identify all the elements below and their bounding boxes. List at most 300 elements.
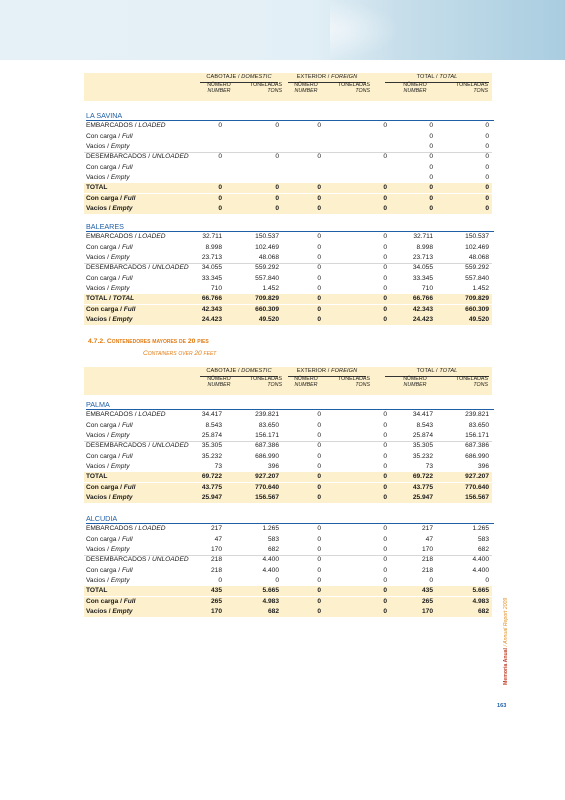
row-label: EMBARCADOS / LOADED [86,525,166,533]
page-number: 163 [497,703,507,709]
cell-value: 49.520 [468,315,489,323]
cell-value: 0 [429,153,433,161]
cell-value: 0 [383,493,387,501]
table-row [84,274,492,284]
table-row [84,152,492,162]
sidebar-subtitle: / Annual Report [503,610,509,647]
cell-value: 0 [383,597,387,605]
group-en: DOMESTIC [241,368,272,374]
cell-value: 0 [317,525,321,533]
cell-value: 687.386 [255,442,279,450]
cell-value: 0 [383,452,387,460]
cell-value: 8.998 [416,243,433,251]
row-label-en: Full [123,483,136,491]
block-title: BALEARES [86,222,124,231]
cell-value: 0 [383,432,387,439]
group-heading: TOTAL / TOTAL [385,368,489,377]
row-label-es: Con carga [86,305,119,313]
group-heading: EXTERIOR / FOREIGN [288,368,366,377]
cell-value: 42.343 [412,305,433,313]
row-label-en: Full [121,243,133,251]
cell-value: 709.829 [255,295,279,303]
cell-value: 0 [383,284,387,292]
subhead-en: NUMBER [207,382,231,389]
row-label-en: Empty [112,204,133,212]
cell-value: 0 [317,587,321,595]
cell-value: 682 [477,546,489,553]
row-label [86,183,107,193]
row-label-es: Vacios [86,546,106,553]
row-label-es: Vacios [86,432,106,439]
cell-value: 0 [429,204,433,212]
cell-value: 770.640 [465,483,489,491]
row-label-en: LOADED [138,122,166,130]
cell-value: 0 [485,143,489,150]
cell-value: 0 [485,163,489,171]
cell-value: 0 [218,184,222,192]
cell-value: 0 [429,173,433,181]
cell-value: 69.722 [412,473,433,481]
table-row [84,607,492,617]
cell-value: 0 [317,233,321,241]
cell-value: 435 [210,587,222,595]
cell-value: 687.386 [465,442,489,450]
cell-value: 0 [218,194,222,202]
row-label-en: Full [121,535,133,543]
row-label-es: Con carga [86,483,119,491]
row-label-es: Vacios [86,576,106,584]
cell-value: 0 [317,483,321,491]
cell-value: 710 [210,284,222,292]
cell-value: 710 [421,284,433,292]
cell-value: 34.417 [412,411,433,419]
cell-value: 42.343 [201,305,222,313]
cell-value: 559.292 [255,264,279,272]
row-label-es: Con carga [86,163,117,171]
subhead-en: TONS [355,382,370,389]
block-title: ALCUDIA [86,514,118,523]
cell-value: 217 [421,525,433,533]
row-label-en: Full [121,421,133,429]
table-row [84,410,492,420]
row-label-en: Empty [110,173,130,181]
cell-value: 25.947 [412,493,433,501]
table-row [84,121,492,131]
cell-value: 0 [383,233,387,241]
column-subheading [288,82,324,94]
sidebar-year: 2009 [503,597,509,610]
cell-value: 0 [317,546,321,553]
row-label-en: Empty [110,432,130,439]
cell-value: 0 [317,535,321,543]
subhead-es: NÚMERO [207,82,231,88]
row-label-en: Full [121,452,133,460]
subhead-en: NUMBER [403,88,427,95]
cell-value: 0 [317,295,321,303]
cell-value: 170 [210,546,222,553]
cell-value: 770.640 [255,483,279,491]
cell-value: 24.423 [201,315,222,323]
row-label-es: Vacíos [86,204,107,212]
column-subheading [232,82,282,94]
row-label: Vacios / Empty [86,462,130,470]
table-row [84,243,492,253]
cell-value: 0 [383,546,387,553]
cell-value: 8.543 [416,421,433,429]
cell-value: 218 [421,566,433,574]
cell-value: 25.874 [412,432,433,439]
cell-value: 0 [485,173,489,181]
subhead-es: TONELADAS [250,376,282,382]
row-label: DESEMBARCADOS / UNLOADED [86,264,189,272]
row-label [86,586,107,596]
cell-value: 0 [383,607,387,615]
row-label-es: Con carga [86,243,117,251]
cell-value: 583 [267,535,279,543]
cell-value: 156.171 [465,432,489,439]
row-label-es: Con carga [86,421,117,429]
cell-value: 170 [421,607,433,615]
cell-value: 0 [383,274,387,282]
cell-value: 0 [317,284,321,292]
cell-value: 0 [275,153,279,161]
row-label-en: Full [123,194,136,202]
cell-value: 49.520 [258,315,279,323]
cell-value: 0 [275,122,279,130]
row-label-es: DESEMBARCADOS [86,264,147,272]
block-title: PALMA [86,400,110,409]
table-row [84,566,492,576]
row-label-es: Con carga [86,566,117,574]
group-heading: CABOTAJE / DOMESTIC [200,74,278,83]
row-label-es: Con carga [86,535,117,543]
row-label-es: Vacios [86,462,106,470]
cell-value: 156.171 [255,432,279,439]
row-label-en: Empty [112,493,133,501]
table-row [84,315,492,325]
table-row [84,483,492,493]
table-row [84,535,492,545]
cell-value: 32.711 [413,233,433,241]
cell-value: 1.265 [472,525,489,533]
cell-value: 0 [429,132,433,140]
cell-value: 0 [317,452,321,460]
cell-value: 218 [210,556,222,564]
row-label-en: LOADED [138,233,166,241]
row-label-en: Empty [110,462,130,470]
table-row [84,204,492,214]
table-row [84,421,492,431]
cell-value: 0 [383,483,387,491]
subhead-en: TONS [267,88,282,95]
row-label-en: TOTAL [112,295,135,303]
cell-value: 25.874 [201,432,222,439]
section-title: 4.7.2. Contenedores mayores de 20 pies [88,338,209,345]
cell-value: 0 [383,473,387,481]
cell-value: 83.650 [468,421,489,429]
row-label-es: Con carga [86,132,117,140]
cell-value: 0 [317,421,321,429]
cell-value: 32.711 [202,233,222,241]
cell-value: 0 [317,184,321,192]
row-label: Vacios / Empty [86,546,130,553]
cell-value: 709.829 [465,295,489,303]
cell-value: 218 [210,566,222,574]
row-label-en: UNLOADED [151,556,189,564]
cell-value: 35.232 [201,452,222,460]
subhead-es: TONELADAS [338,376,370,382]
cell-value: 35.305 [412,442,433,450]
cell-value: 0 [383,295,387,303]
cell-value: 1.452 [262,284,279,292]
cell-value: 5.665 [262,587,279,595]
row-label-en: Full [121,132,133,140]
cell-value: 102.469 [465,243,489,251]
row-label-es: TOTAL [86,587,108,595]
table-row [84,294,492,304]
row-label-en: Full [121,163,133,171]
section-subtitle: Containers over 20 feet [143,350,217,357]
cell-value: 0 [383,525,387,533]
cell-value: 0 [383,305,387,313]
subhead-en: NUMBER [207,88,231,95]
column-subheading [232,376,282,388]
cell-value: 35.232 [412,452,433,460]
table-row [84,555,492,565]
row-label: Vacios / Empty [86,254,130,261]
header-banner [0,0,565,60]
table-row [84,586,492,596]
row-label-es: EMBARCADOS [86,233,133,241]
cell-value: 0 [317,473,321,481]
table-row [84,183,492,193]
subhead-en: TONS [355,88,370,95]
cell-value: 0 [383,204,387,212]
group-en: FOREIGN [331,368,358,374]
cell-value: 34.055 [412,264,433,272]
row-label: EMBARCADOS / LOADED [86,411,166,419]
cell-value: 682 [267,607,279,615]
cell-value: 4.400 [262,556,279,564]
row-label: Con carga / Full [86,535,133,543]
cell-value: 4.983 [472,597,489,605]
cell-value: 0 [317,442,321,450]
cell-value: 0 [485,153,489,161]
cell-value: 0 [485,204,489,212]
row-label-es: Con carga [86,194,119,202]
cell-value: 435 [421,587,433,595]
row-label: DESEMBARCADOS / UNLOADED [86,442,189,450]
row-label-en: LOADED [138,411,166,419]
cell-value: 150.537 [255,233,279,241]
group-es: TOTAL [416,368,435,374]
table-row [84,493,492,503]
cell-value: 0 [429,184,433,192]
row-label: Con carga / Full [86,163,133,171]
row-label: Vacios / Empty [86,432,130,439]
cell-value: 686.990 [255,452,279,460]
cell-value: 396 [267,462,279,470]
cell-value: 682 [267,546,279,553]
cell-value: 0 [383,535,387,543]
cell-value: 0 [383,315,387,323]
row-label-en: UNLOADED [151,153,189,161]
cell-value: 265 [210,597,222,605]
table-row [84,263,492,273]
cell-value: 0 [383,194,387,202]
cell-value: 48.068 [258,254,279,261]
cell-value: 927.207 [465,473,489,481]
group-es: EXTERIOR [296,74,327,80]
cell-value: 686.990 [465,452,489,460]
row-label-es: TOTAL [86,473,108,481]
cell-value: 1.265 [262,525,279,533]
row-label: Vacios / Empty [86,173,130,181]
row-label: Con carga / Full [86,132,133,140]
subhead-es: NÚMERO [403,82,427,88]
cell-value: 34.417 [201,411,222,419]
cell-value: 69.722 [201,473,222,481]
row-label-es: Con carga [86,274,117,282]
cell-value: 23.713 [201,254,222,261]
cell-value: 0 [383,411,387,419]
cell-value: 156.567 [255,493,279,501]
cell-value: 5.665 [472,587,489,595]
cell-value: 0 [485,184,489,192]
subhead-en: NUMBER [294,382,318,389]
cell-value: 0 [218,122,222,130]
sidebar-title: Memoria Anual [503,648,509,685]
row-label: Con carga / Full [86,421,133,429]
row-label: Con carga / Full [86,243,133,251]
cell-value: 66.766 [412,295,433,303]
cell-value: 0 [429,143,433,150]
column-subheading [320,376,370,388]
cell-value: 0 [383,442,387,450]
cell-value: 0 [383,264,387,272]
row-label-es: Vacios [86,254,106,261]
cell-value: 559.292 [465,264,489,272]
cell-value: 0 [218,153,222,161]
cell-value: 4.400 [472,556,489,564]
cell-value: 0 [383,462,387,470]
cell-value: 0 [383,184,387,192]
cell-value: 0 [383,556,387,564]
cell-value: 927.207 [255,473,279,481]
subhead-es: NÚMERO [294,82,318,88]
cell-value: 0 [317,597,321,605]
table-row [84,452,492,462]
cell-value: 0 [383,153,387,161]
cell-value: 8.543 [205,421,222,429]
row-label: Con carga / Full [86,597,136,605]
cell-value: 73 [425,462,433,470]
cell-value: 170 [421,546,433,553]
cell-value: 0 [317,462,321,470]
table-row [84,597,492,607]
cell-value: 170 [210,607,222,615]
row-label: Con carga / Full [86,194,136,202]
group-es: EXTERIOR [296,368,327,374]
table-row [84,163,492,173]
table-row [84,232,492,242]
cell-value: 0 [485,576,489,584]
row-label-en: Empty [110,546,130,553]
cell-value: 0 [485,194,489,202]
row-label-en: UNLOADED [151,264,189,272]
cell-value: 0 [485,132,489,140]
row-label-es: EMBARCADOS [86,122,133,130]
subhead-en: NUMBER [294,88,318,95]
cell-value: 0 [429,163,433,171]
row-label: Vacios / Empty [86,284,130,292]
column-subheading [288,376,324,388]
cell-value: 0 [317,254,321,261]
row-label-es: TOTAL [86,295,108,303]
row-label-es: DESEMBARCADOS [86,556,147,564]
cell-value: 0 [317,432,321,439]
cell-value: 0 [218,576,222,584]
row-label: DESEMBARCADOS / UNLOADED [86,153,189,161]
subhead-es: TONELADAS [338,82,370,88]
group-heading: TOTAL / TOTAL [385,74,489,83]
row-label-es: Vacíos [86,607,107,615]
row-label: Con carga / Full [86,452,133,460]
cell-value: 24.423 [412,315,433,323]
row-label-es: DESEMBARCADOS [86,442,147,450]
cell-value: 102.469 [255,243,279,251]
row-label-es: Vacios [86,143,106,150]
cell-value: 0 [485,122,489,130]
row-label-es: Con carga [86,452,117,460]
sidebar-annual-report [493,585,509,685]
block-title: LA SAVINA [86,111,123,120]
cell-value: 0 [429,122,433,130]
cell-value: 156.567 [465,493,489,501]
cell-value: 682 [477,607,489,615]
group-es: CABOTAJE [206,74,237,80]
cell-value: 66.766 [201,295,222,303]
row-label: Vacíos / Empty [86,315,133,323]
cell-value: 0 [317,556,321,564]
row-label-en: Empty [110,143,130,150]
cell-value: 43.775 [412,483,433,491]
cell-value: 218 [421,556,433,564]
cell-value: 660.309 [255,305,279,313]
cell-value: 8.998 [205,243,222,251]
cell-value: 265 [421,597,433,605]
group-heading: EXTERIOR / FOREIGN [288,74,366,83]
cell-value: 73 [214,462,222,470]
cell-value: 35.305 [201,442,222,450]
subhead-en: TONS [473,88,488,95]
cell-value: 0 [317,153,321,161]
row-label-es: DESEMBARCADOS [86,153,147,161]
cell-value: 0 [317,566,321,574]
table-row [84,524,492,534]
row-label: Vacíos / Empty [86,493,133,501]
row-label-en: Full [121,566,133,574]
cell-value: 0 [383,421,387,429]
cell-value: 0 [218,204,222,212]
table-row [84,194,492,204]
group-en: FOREIGN [331,74,358,80]
subhead-es: TONELADAS [456,82,488,88]
cell-value: 0 [317,305,321,313]
cell-value: 239.821 [465,411,489,419]
row-label: DESEMBARCADOS / UNLOADED [86,556,189,564]
cell-value: 396 [477,462,489,470]
